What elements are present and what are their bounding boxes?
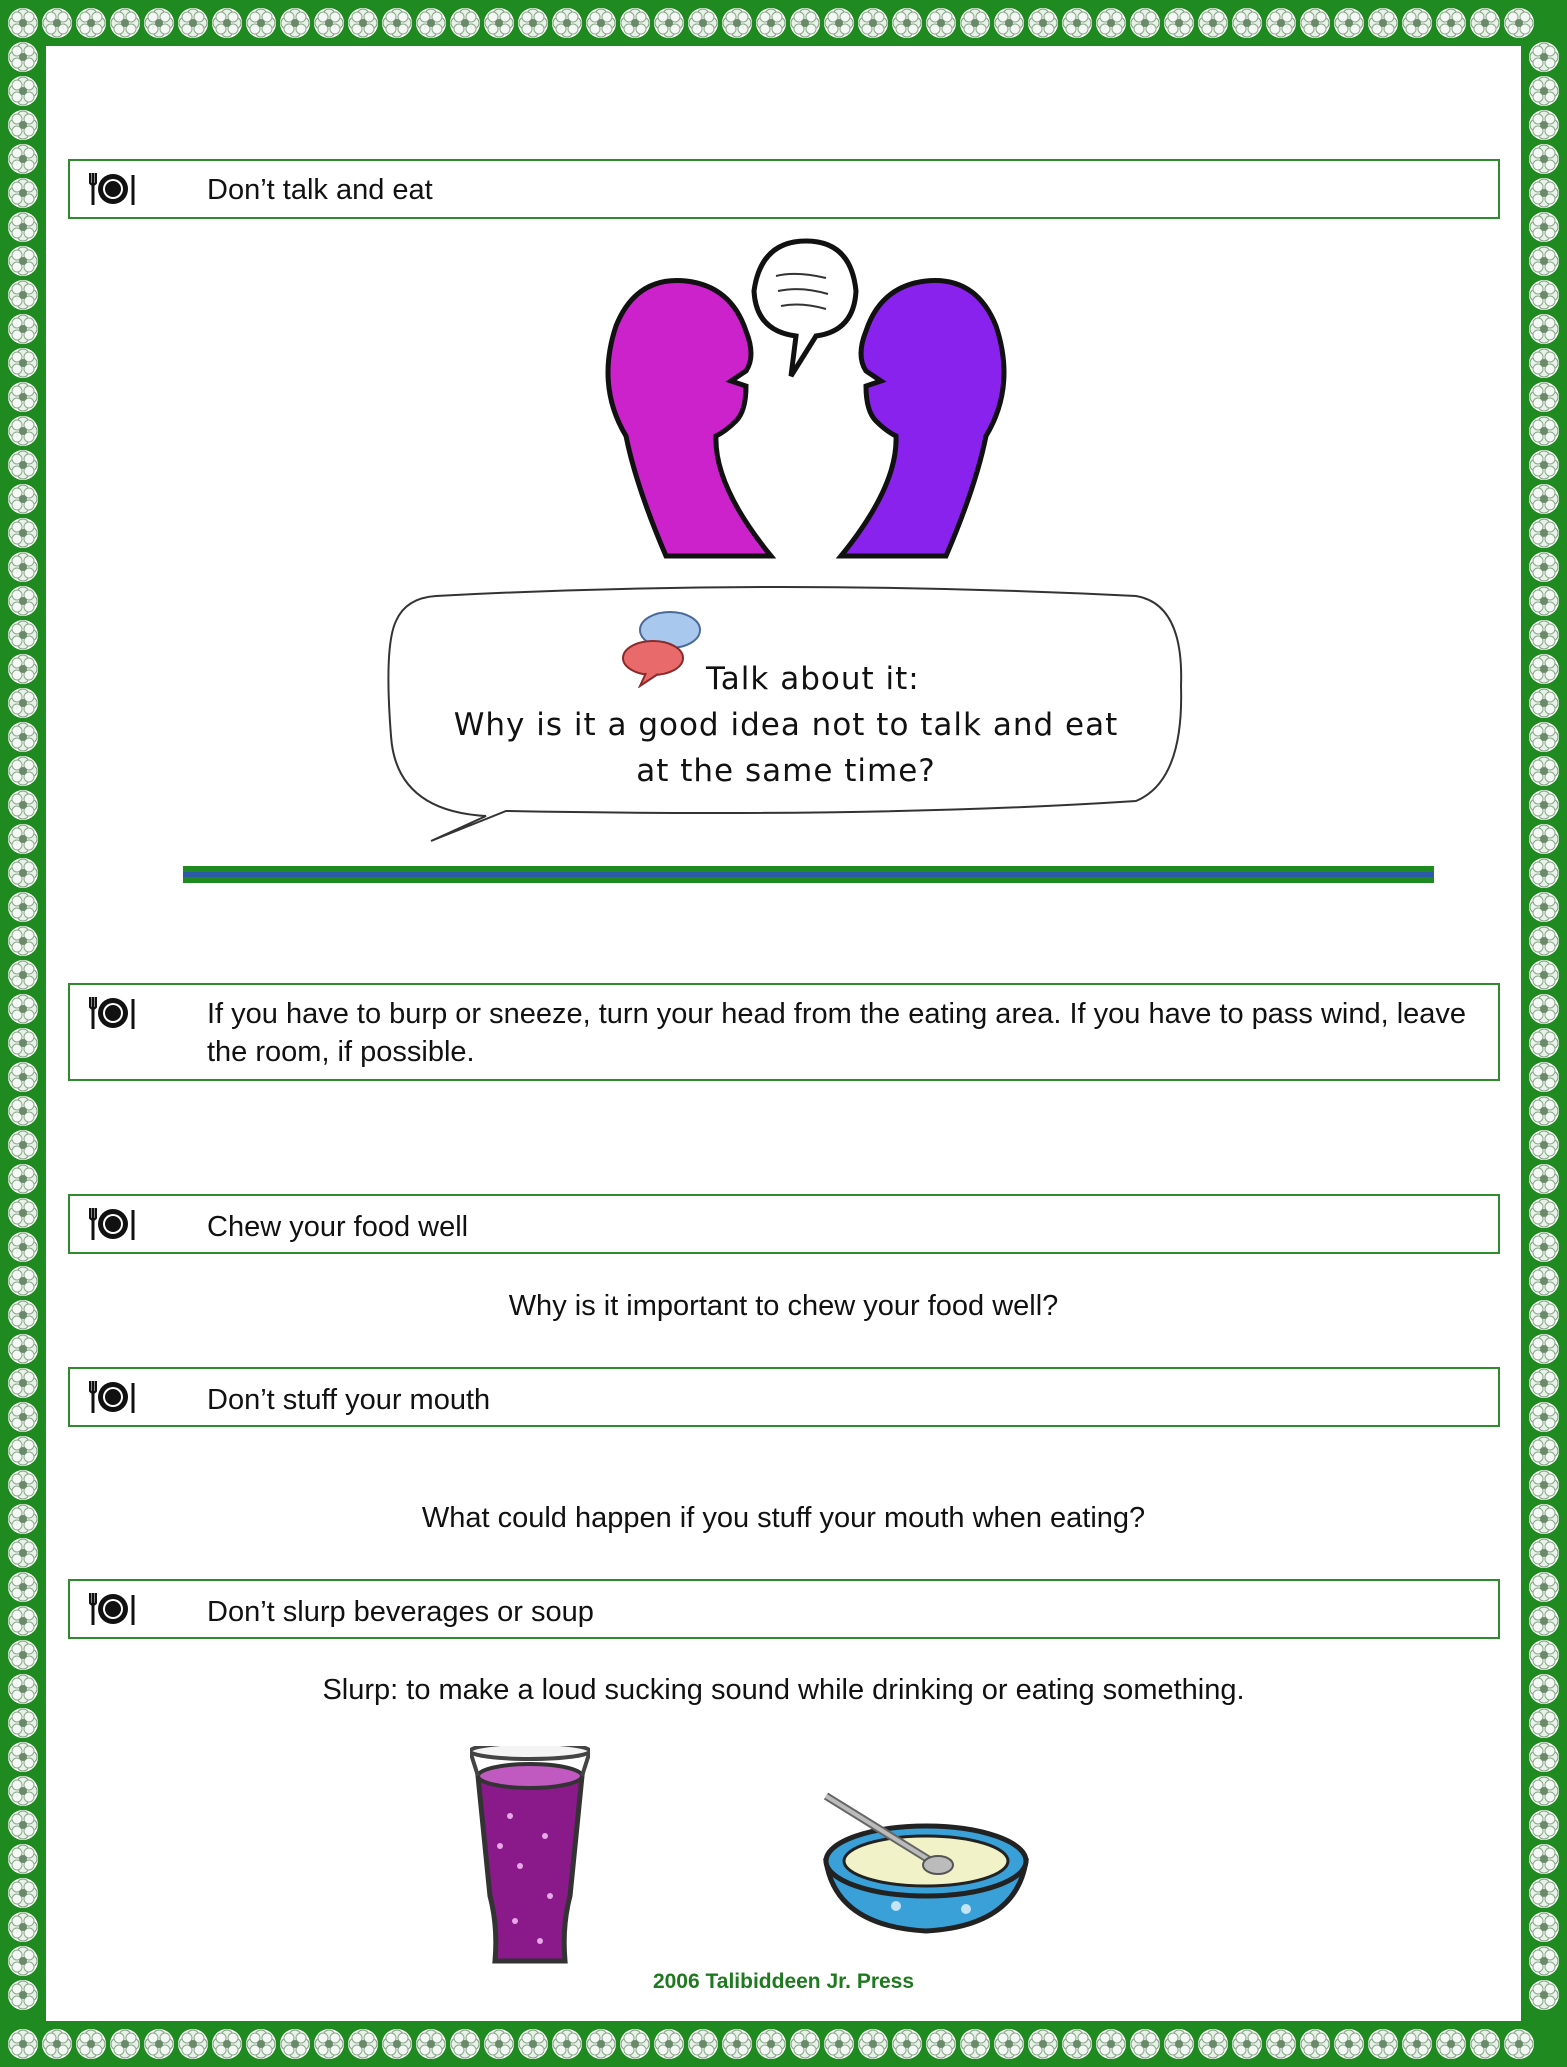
worksheet-page bbox=[46, 46, 1521, 2021]
talking-heads-illustration bbox=[596, 236, 1016, 566]
plate-icon bbox=[88, 1204, 138, 1244]
right-head bbox=[841, 281, 1004, 556]
plate-icon bbox=[88, 993, 138, 1033]
soup-bowl-illustration bbox=[816, 1791, 1036, 1936]
definition-text: to make a loud sucking sound while drinking or eating something. bbox=[398, 1674, 1245, 1706]
rule-text: Don’t talk and eat bbox=[207, 174, 433, 206]
rule-box-slurp bbox=[68, 1579, 1500, 1639]
rule-text: If you have to burp or sneeze, turn your head from the eating area. If you have to pass wind, leave the room, if possible. bbox=[207, 998, 1467, 1068]
rule-text: Don’t stuff your mouth bbox=[207, 1384, 491, 1416]
rule-box-talk-and-eat bbox=[68, 159, 1500, 219]
slurp-definition bbox=[46, 1674, 1521, 1707]
section-divider bbox=[183, 866, 1434, 886]
rule-text: Don’t slurp beverages or soup bbox=[207, 1596, 594, 1628]
purple-drink-illustration bbox=[470, 1746, 590, 1971]
question-chew: Why is it important to chew your food well? bbox=[508, 1290, 1059, 1322]
speech-bubble bbox=[754, 241, 856, 376]
question-stuff: What could happen if you stuff your mouth when eating? bbox=[421, 1502, 1146, 1534]
plate-icon bbox=[88, 169, 138, 209]
footer-credit: 2006 Talibiddeen Jr. Press bbox=[652, 1970, 915, 1993]
left-head bbox=[608, 281, 771, 556]
definition-term: Slurp: bbox=[322, 1674, 399, 1706]
rule-box-chew bbox=[68, 1194, 1500, 1254]
rule-text: Chew your food well bbox=[207, 1211, 469, 1243]
talk-about-line1: Why is it a good idea not to talk and eat bbox=[453, 707, 1119, 743]
rule-box-stuff-mouth bbox=[68, 1367, 1500, 1427]
speech-bubbles-icon bbox=[618, 608, 708, 688]
talk-about-heading: Talk about it: bbox=[706, 661, 920, 697]
rule-box-burp-sneeze bbox=[68, 983, 1500, 1081]
plate-icon bbox=[88, 1377, 138, 1417]
talk-about-line2: at the same time? bbox=[636, 753, 936, 789]
plate-icon bbox=[88, 1589, 138, 1629]
